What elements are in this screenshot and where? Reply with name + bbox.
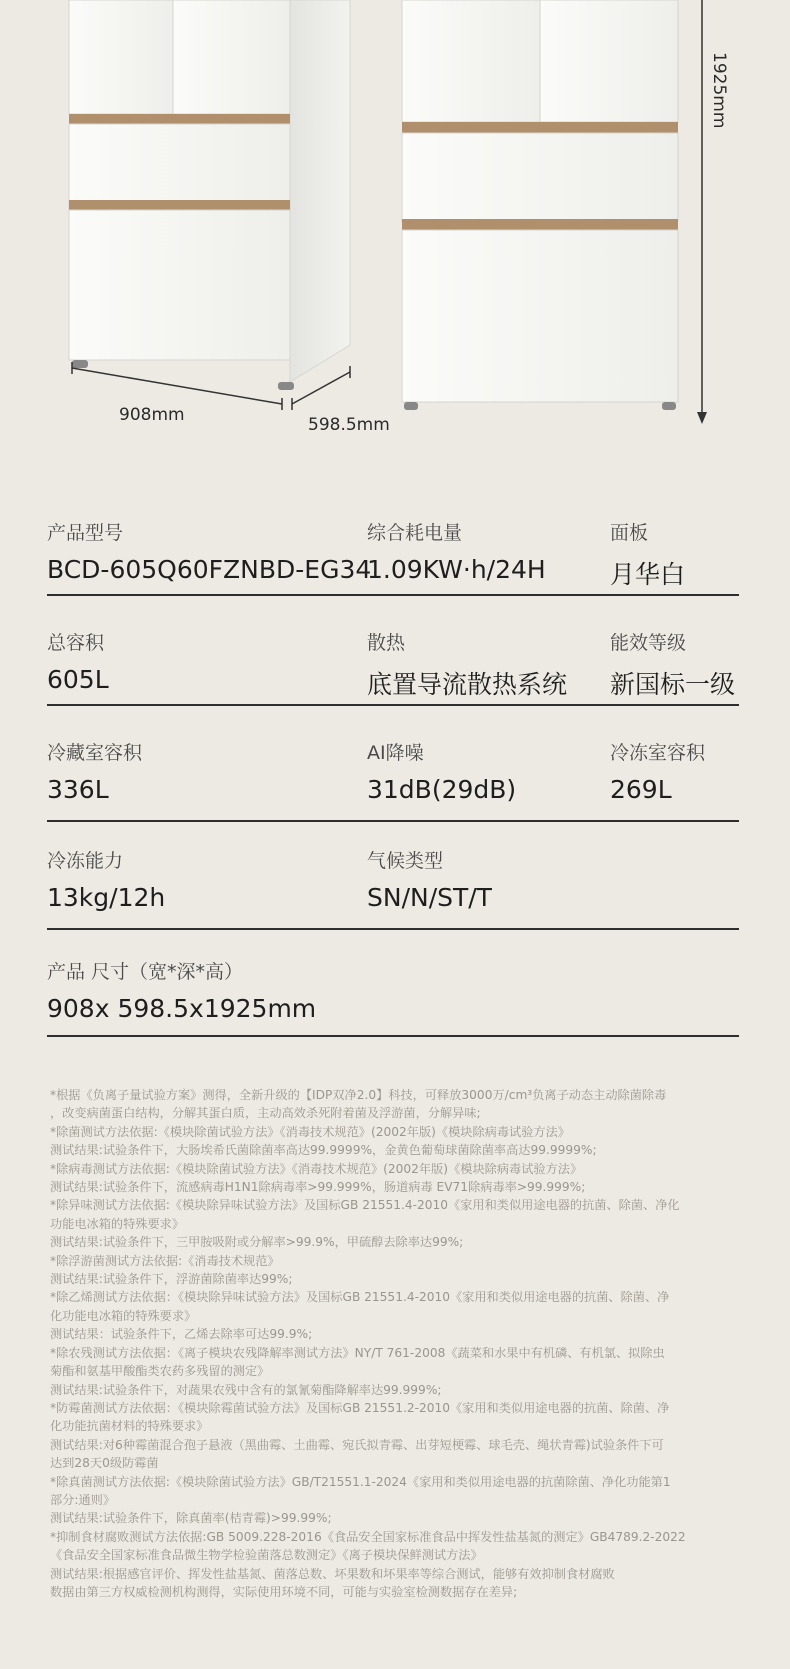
- footnote-line: 测试结果：试验条件下，乙烯去除率可达99.9%;: [50, 1327, 313, 1342]
- footnote-line: 测试结果:试验条件下，流感病毒H1N1除病毒率>99.999%，肠道病毒 EV71除病毒率>99.999%;: [50, 1180, 586, 1195]
- spec-label: 冷冻能力: [47, 850, 124, 872]
- footnote-line: 测试结果:试验条件下，三甲胺吸附或分解率>99.9%，甲硫醇去除率达99%;: [50, 1235, 464, 1250]
- footnote-line: 数据由第三方权威检测机构测得，实际使用环境不同，可能与实验室检测数据存在差异;: [50, 1584, 518, 1599]
- spec-value: 月华白: [610, 560, 686, 589]
- spec-label: 冷藏室容积: [47, 742, 143, 764]
- spec-value: 31dB(29dB): [367, 775, 517, 804]
- footnote-line: 达到28天0级防霉菌: [50, 1456, 159, 1471]
- footnote-line: 部分:通则》: [50, 1492, 116, 1507]
- spec-value: SN/N/ST/T: [367, 883, 492, 912]
- footnote-line: *抑制食材腐败测试方法依据:GB 5009.228-2016《食品安全国家标准食品中挥发性盐基氮的测定》GB4789.2-2022: [50, 1529, 686, 1544]
- spec-value: 908x 598.5x1925mm: [47, 994, 317, 1023]
- spec-value: 底置导流散热系统: [367, 670, 568, 699]
- footnote-line: 测试结果:试验条件下，浮游菌除菌率达99%;: [50, 1272, 293, 1287]
- spec-value: 1.09KW·h/24H: [367, 555, 546, 584]
- footnote-line: ，改变病菌蛋白结构，分解其蛋白质，主动高效杀死附着菌及浮游菌，分解异味;: [50, 1106, 481, 1121]
- spec-freezing-capacity: [47, 846, 165, 912]
- spec-value: 269L: [610, 775, 672, 804]
- footnote-line: *除乙烯测试方法依据：《模块除异味试验方法》及国标GB 21551.4-2010《家用和类似用途电器的抗菌、除菌、净: [50, 1290, 670, 1305]
- footnote-line: *防霉菌测试方法依据：《模块除霉菌试验方法》及国标GB 21551.2-2010《家用和类似用途电器的抗菌、除菌、净: [50, 1400, 670, 1415]
- footnote-line: 功能电冰箱的特殊要求》: [50, 1216, 185, 1231]
- spec-freezer-volume: [610, 738, 705, 804]
- footnote-line: 测试结果:对6种霉菌混合孢子悬液（黑曲霉、土曲霉、宛氏拟青霉、出芽短梗霉、球毛壳、绳状青霉)试验条件下可: [50, 1437, 664, 1452]
- spec-climate: [367, 846, 492, 912]
- fridge-front-view: [402, 0, 707, 424]
- width-dimension-label: 908mm: [119, 405, 185, 425]
- spec-label: AI降噪: [367, 742, 424, 764]
- spec-value: 605L: [47, 665, 109, 694]
- spec-row-3: [47, 738, 739, 822]
- spec-panel: [610, 518, 685, 591]
- spec-row-5: [47, 957, 739, 1037]
- spec-efficiency: [610, 628, 735, 701]
- height-dimension-label: 1925mm: [709, 52, 729, 129]
- footnote-line: 《食品安全国家标准食品微生物学检验菌落总数测定》《离子模块保鲜测试方法》: [50, 1548, 483, 1563]
- spec-total-volume: [47, 628, 109, 694]
- spec-size: [47, 957, 316, 1023]
- test-footnotes: [50, 1086, 740, 1601]
- footnote-line: 测试结果:试验条件下，对蔬果农残中含有的氯氰菊酯降解率达99.999%;: [50, 1382, 442, 1397]
- spec-value: BCD-605Q60FZNBD-EG34: [47, 555, 372, 584]
- spec-label: 总容积: [47, 632, 105, 654]
- spec-label: 面板: [610, 522, 649, 544]
- spec-row-4: [47, 846, 739, 930]
- footnote-line: 测试结果:根据感官评价、挥发性盐基氮、菌落总数、坏果数和坏果率等综合测试，能够有效抑制食材腐败: [50, 1566, 615, 1581]
- spec-row-2: [47, 628, 739, 706]
- spec-label: 能效等级: [610, 632, 687, 654]
- spec-cooling: [367, 628, 567, 701]
- footnote-line: *除异味测试方法依据:《模块除异味试验方法》及国标GB 21551.4-2010《家用和类似用途电器的抗菌、除菌、净化: [50, 1198, 680, 1213]
- spec-label: 产品型号: [47, 522, 124, 544]
- depth-dimension-label: 598.5mm: [308, 415, 390, 435]
- footnote-line: 测试结果:试验条件下，除真菌率(桔青霉)>99.99%;: [50, 1511, 332, 1526]
- spec-row-1: [47, 518, 739, 596]
- spec-energy: [367, 518, 546, 584]
- spec-fridge-volume: [47, 738, 142, 804]
- footnote-line: 菊酯和氨基甲酸酯类农药多残留的测定》: [50, 1364, 270, 1379]
- footnote-line: *除农残测试方法依据：《离子模块农残降解率测试方法》NY/T 761-2008《蔬菜和水果中有机磷、有机氯、拟除虫: [50, 1345, 665, 1360]
- spec-model: [47, 518, 371, 584]
- spec-noise: [367, 738, 516, 804]
- spec-label: 冷冻室容积: [610, 742, 706, 764]
- spec-value: 新国标一级: [610, 670, 736, 699]
- footnote-line: *除菌测试方法依据:《模块除菌试验方法》《消毒技术规范》(2002年版)《模块除病毒试验方法》: [50, 1124, 570, 1139]
- spec-label: 产品 尺寸（宽*深*高）: [47, 961, 244, 983]
- spec-label: 气候类型: [367, 850, 444, 872]
- footnote-line: *根据《负离子量试验方案》测得，全新升级的【IDP双净2.0】科技，可释放3000万/cm³负离子动态主动除菌除毒: [50, 1088, 667, 1102]
- spec-value: 13kg/12h: [47, 883, 166, 912]
- footnote-line: 化功能抗菌材料的特殊要求》: [50, 1419, 209, 1434]
- spec-value: 336L: [47, 775, 109, 804]
- spec-label: 综合耗电量: [367, 522, 463, 544]
- footnote-line: *除病毒测试方法依据:《模块除菌试验方法》《消毒技术规范》(2002年版)《模块除病毒试验方法》: [50, 1161, 583, 1176]
- spec-label: 散热: [367, 632, 406, 654]
- product-illustration: [0, 0, 790, 450]
- fridge-perspective-view: [69, 0, 350, 410]
- refrigerator-drawing: [0, 0, 790, 450]
- footnote-line: 测试结果:试验条件下，大肠埃希氏菌除菌率高达99.9999%，金黄色葡萄球菌除菌率高达99.9999%;: [50, 1143, 597, 1158]
- footnote-line: *除真菌测试方法依据:《模块除菌试验方法》GB/T21551.1-2024《家用和类似用途电器的抗菌除菌、净化功能第1: [50, 1474, 671, 1489]
- footnote-line: 化功能电冰箱的特殊要求》: [50, 1308, 197, 1323]
- footnote-line: *除浮游菌测试方法依据:《消毒技术规范》: [50, 1253, 280, 1268]
